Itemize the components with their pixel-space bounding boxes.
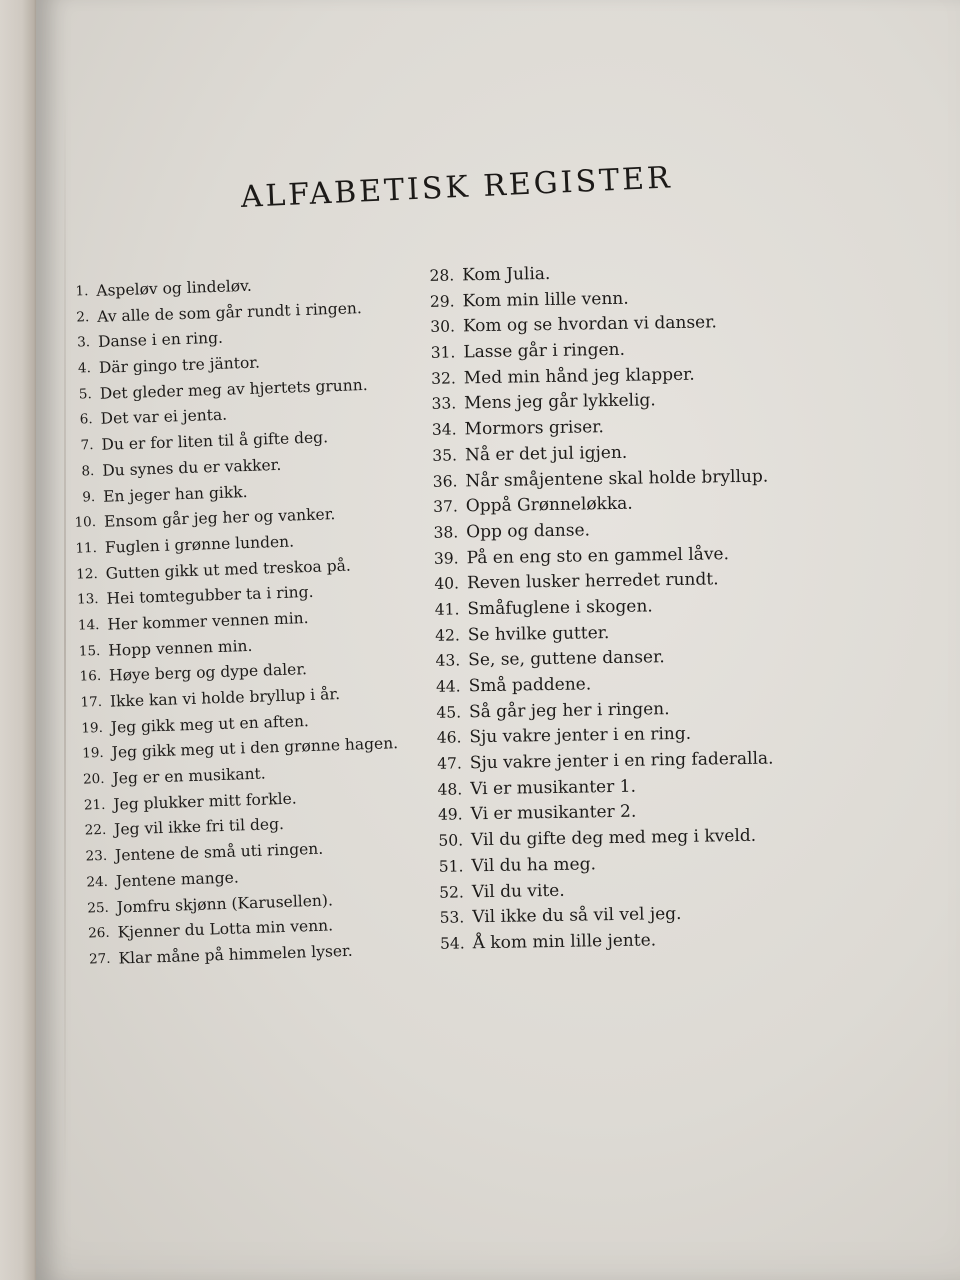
entry-title: Jentene de små uti ringen. [114,839,324,865]
entry-number: 4. [77,360,92,377]
entry-number: 49. [437,805,463,825]
entry-number: 43. [435,651,461,671]
entry-number: 13. [76,591,99,608]
entry-title: En jeger han gikk. [102,482,248,506]
entry-number: 2. [76,308,90,326]
entry-number: 11. [75,539,98,557]
entry-number: 47. [437,754,462,773]
entry-number: 3. [76,334,91,351]
index-entry [423,464,769,495]
entry-title: Småfuglene i skogen. [467,596,653,620]
entry-title: Med min hånd jeg klapper. [463,364,695,389]
entry-number: 46. [436,728,462,748]
entry-number: 31. [430,343,456,362]
entry-title: Klar måne på himmelen lyser. [118,941,353,968]
entry-number: 25. [87,899,110,917]
entry-number: 54. [439,934,465,953]
entry-title: Jentene mange. [115,868,239,891]
entry-number: 17. [80,693,103,711]
entry-number: 38. [433,523,459,542]
entry-title: Det gleder meg av hjertets grunn. [99,375,368,403]
entry-title: Jeg er en musikant. [112,764,266,788]
entry-number: 39. [433,548,459,568]
entry-title: Sju vakre jenter i en ring. [469,724,692,748]
entry-title: Du synes du er vakker. [102,455,282,480]
entry-number: 16. [79,668,102,685]
entry-title: Opp og danse. [466,520,591,543]
entry-number: 14. [77,616,100,634]
entry-number: 51. [438,857,464,876]
entry-number: 36. [432,471,458,491]
entry-number: 10. [74,514,97,531]
entry-number: 22. [84,822,107,839]
entry-number: 23. [85,847,108,865]
entry-number: 8. [81,462,95,480]
page-title: ALFABETISK REGISTER [240,160,674,215]
entry-number: 37. [433,497,458,517]
entry-title: Oppå Grønneløkka. [465,493,633,517]
entry-number: 1. [75,283,89,300]
entry-title: Små paddene. [468,674,592,697]
entry-title: Gutten gikk ut med treskoa på. [105,556,352,583]
entry-title: Kom min lille venn. [462,288,629,312]
entry-title: Fuglen i grønne lunden. [104,532,295,557]
entry-number: 34. [431,420,457,439]
entry-number: 5. [78,385,93,403]
entry-title: Ensom går jeg her og vanker. [103,505,336,531]
binding-crease [64,90,66,1190]
entry-number: 24. [86,873,109,891]
entry-number: 28. [429,266,455,285]
entry-number: 19. [81,745,104,762]
index-entry [429,824,775,855]
entry-number: 42. [435,626,460,645]
entry-title: Jomfru skjønn (Karusellen). [116,890,334,917]
entry-title: Du er for liten til å gifte deg. [101,428,329,454]
entry-title: Så går jeg her i ringen. [468,698,670,722]
index-column-right [420,259,777,958]
entry-number: 26. [87,924,110,942]
entry-number: 35. [432,446,458,465]
entry-title: Å kom min lille jente. [472,930,657,954]
entry-number: 12. [76,565,99,583]
entry-number: 15. [78,642,101,660]
entry-title: Vil du vite. [471,880,565,902]
entry-number: 44. [435,677,461,696]
entry-title: Vil du gifte deg med meg i kveld. [470,825,757,851]
entry-title: Ikke kan vi holde bryllup i år. [109,685,341,711]
entry-number: 40. [434,574,460,594]
entry-title: Kjenner du Lotta min venn. [117,916,334,942]
entry-title: Nå er det jul igjen. [464,442,628,466]
entry-number: 30. [430,317,456,337]
entry-number: 48. [437,780,463,799]
entry-title: Vil du ha meg. [471,854,597,877]
index-entry [421,310,767,341]
entry-title: Reven lusker herredet rundt. [466,569,719,594]
entry-title: Hopp vennen min. [108,636,253,660]
entry-number: 6. [79,411,93,428]
entry-title: Lasse går i ringen. [463,339,626,363]
entry-number: 7. [80,437,94,454]
entry-number: 27. [88,950,111,968]
entry-title: Sju vakre jenter i en ring faderalla. [469,748,774,774]
entry-title: Danse i en ring. [97,329,224,352]
entry-number: 52. [439,882,465,902]
entry-title: Hei tomtegubber ta i ring. [106,583,314,608]
entry-number: 41. [434,600,460,619]
entry-number: 20. [82,770,105,788]
entry-title: Her kommer vennen min. [107,608,309,634]
index-entry [430,926,776,957]
entry-number: 29. [429,292,455,311]
entry-title: Jeg gikk meg ut i den grønne hagen. [111,734,399,762]
entry-title: Aspeløv og lindeløv. [96,276,253,300]
previous-page-edge [0,0,40,1280]
entry-number: 9. [82,488,96,505]
entry-title: Av alle de som går rundt i ringen. [96,298,363,326]
entry-title: Høye berg og dype daler. [108,660,308,685]
entry-number: 33. [431,394,457,414]
entry-title: Mens jeg går lykkelig. [464,390,656,414]
entry-title: Når småjentene skal holde bryllup. [465,466,769,491]
entry-title: Där gingo tre jäntor. [98,353,261,377]
entry-title: Se hvilke gutter. [467,622,610,645]
entry-number: 45. [436,703,462,722]
entry-number: 53. [439,908,465,927]
entry-number: 21. [83,796,106,814]
entry-title: Vi er musikanter 2. [470,802,637,825]
entry-title: Det var ei jenta. [100,406,228,429]
index-entry [428,747,774,778]
entry-title: Jeg vil ikke fri til deg. [113,815,285,840]
entry-title: Mormors griser. [464,417,605,440]
entry-number: 19. [81,719,104,737]
entry-title: Kom Julia. [462,263,551,286]
entry-number: 50. [438,831,464,850]
entry-title: Se, se, guttene danser. [468,647,665,671]
entry-title: På en eng sto en gammel låve. [466,543,730,568]
index-entry [424,541,770,572]
entry-number: 32. [431,369,456,388]
entry-title: Jeg gikk meg ut en aften. [110,711,310,737]
entry-title: Vil ikke du så vil vel jeg. [472,904,682,928]
index-column-left [62,269,405,973]
entry-title: Vi er musikanter 1. [470,776,637,800]
entry-title: Jeg plukker mitt forkle. [113,789,297,814]
entry-title: Kom og se hvordan vi danser. [462,312,717,337]
